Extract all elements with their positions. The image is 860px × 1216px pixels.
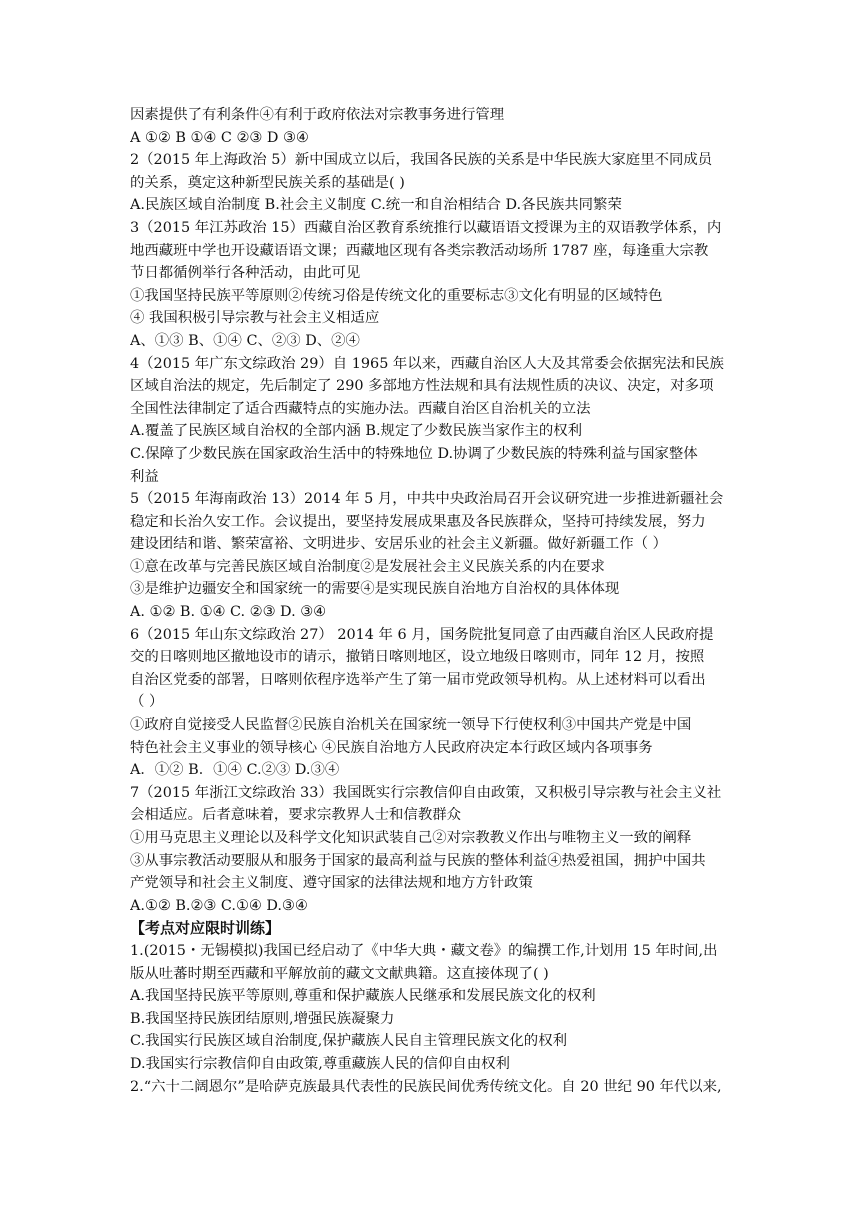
text-line: 版从吐蕃时期至西藏和平解放前的藏文文献典籍。这直接体现了( ) bbox=[130, 965, 549, 982]
text-line: A.民族区域自治制度 B.社会主义制度 C.统一和自治相结合 D.各民族共同繁荣 bbox=[130, 197, 622, 214]
text-line: 的关系，奠定这种新型民族关系的基础是( ) bbox=[130, 174, 405, 191]
text-line: 4（2015 年广东文综政治 29）自 1965 年以来，西藏自治区人大及其常委会依据宪法和民族 bbox=[130, 355, 724, 372]
text-line: 稳定和长治久安工作。会议提出，要坚持发展成果惠及各民族群众，坚持可持续发展，努力 bbox=[130, 513, 706, 530]
text-line: 7（2015 年浙江文综政治 33）我国既实行宗教信仰自由政策，又积极引导宗教与社会主义社 bbox=[130, 784, 722, 801]
text-line: 产党领导和社会主义制度、遵守国家的法律法规和地方方针政策 bbox=[130, 875, 533, 892]
text-line: A、①③ B、①④ C、②③ D、②④ bbox=[130, 332, 360, 349]
text-line: 区域自治法的规定，先后制定了 290 多部地方性法规和具有法规性质的决议、决定，对多项 bbox=[130, 378, 714, 395]
text-line: ①意在改革与完善民族区域自治制度②是发展社会主义民族关系的内在要求 bbox=[130, 558, 605, 575]
text-line: 6（2015 年山东文综政治 27） 2014 年 6 月，国务院批复同意了由西藏自治区人民政府提 bbox=[130, 626, 714, 643]
text-line: A.①② B.②③ C.①④ D.③④ bbox=[130, 897, 308, 914]
text-line: ④ 我国积极引导宗教与社会主义相适应 bbox=[130, 310, 380, 327]
text-line: A.我国坚持民族平等原则,尊重和保护藏族人民继承和发展民族文化的权利 bbox=[130, 988, 596, 1005]
text-line: 利益 bbox=[130, 468, 159, 485]
text-line: B.我国坚持民族团结原则,增强民族凝聚力 bbox=[130, 1010, 395, 1027]
text-line: A. ①② B. ①④ C. ②③ D. ③④ bbox=[130, 604, 327, 621]
text-line: ①政府自觉接受人民监督②民族自治机关在国家统一领导下行使权利③中国共产党是中国 bbox=[130, 717, 692, 734]
text-line: 全国性法律制定了适合西藏特点的实施办法。西藏自治区自治机关的立法 bbox=[130, 400, 591, 417]
text-line: C.我国实行民族区域自治制度,保护藏族人民自主管理民族文化的权利 bbox=[130, 1033, 567, 1050]
text-line: 特色社会主义事业的领导核心 ④民族自治地方人民政府决定本行政区域内各项事务 bbox=[130, 739, 653, 756]
text-line: C.保障了少数民族在国家政治生活中的特殊地位 D.协调了少数民族的特殊利益与国家整体 bbox=[130, 445, 698, 462]
document-body bbox=[130, 104, 740, 1098]
text-line: 自治区党委的部署，日喀则依程序选举产生了第一届市党政领导机构。从上述材料可以看出 bbox=[130, 671, 706, 688]
text-line: ③从事宗教活动要服从和服务于国家的最高利益与民族的整体利益④热爱祖国，拥护中国共 bbox=[130, 852, 706, 869]
text-line: D.我国实行宗教信仰自由政策,尊重藏族人民的信仰自由权利 bbox=[130, 1055, 510, 1072]
text-line: 节日都循例举行各种活动，由此可见 bbox=[130, 265, 361, 282]
text-line: 建设团结和谐、繁荣富裕、文明进步、安居乐业的社会主义新疆。做好新疆工作（ ） bbox=[130, 536, 668, 553]
text-line: 5（2015 年海南政治 13）2014 年 5 月，中共中央政治局召开会议研究进一步推进新疆社会 bbox=[130, 491, 724, 508]
text-line: A．①② B．①④ C.②③ D.③④ bbox=[130, 762, 340, 779]
text-line: 2（2015 年上海政治 5）新中国成立以后，我国各民族的关系是中华民族大家庭里不同成员 bbox=[130, 152, 713, 169]
text-line: ③是维护边疆安全和国家统一的需要④是实现民族自治地方自治权的具体体现 bbox=[130, 581, 620, 598]
section-heading: 【考点对应限时训练】 bbox=[130, 919, 281, 938]
text-line: A ①② B ①④ C ②③ D ③④ bbox=[130, 129, 309, 146]
text-line: 地西藏班中学也开设藏语语文课；西藏地区现有各类宗教活动场所 1787 座，每逢重大宗教 bbox=[130, 242, 709, 259]
text-line: 2.“六十二阔恩尔”是哈萨克族最具代表性的民族民间优秀传统文化。自 20 世纪 90 年代以来, bbox=[130, 1078, 722, 1095]
text-line: A.覆盖了民族区域自治权的全部内涵 B.规定了少数民族当家作主的权利 bbox=[130, 423, 583, 440]
text-line: ①我国坚持民族平等原则②传统习俗是传统文化的重要标志③文化有明显的区域特色 bbox=[130, 287, 663, 304]
text-line: 3（2015 年江苏政治 15）西藏自治区教育系统推行以藏语语文授课为主的双语教学体系，内 bbox=[130, 219, 722, 236]
text-line: （ ） bbox=[130, 694, 164, 711]
text-line: 会相适应。后者意味着，要求宗教界人士和信教群众 bbox=[130, 807, 461, 824]
text-line: ①用马克思主义理论以及科学文化知识武装自己②对宗教教义作出与唯物主义一致的阐释 bbox=[130, 830, 692, 846]
text-line: 1.(2015・无锡模拟)我国已经启动了《中华大典・藏文卷》的编撰工作,计划用 15 年时间,出 bbox=[130, 942, 718, 959]
text-line: 因素提供了有利条件④有利于政府依法对宗教事务进行管理 bbox=[130, 107, 505, 123]
text-line: 交的日喀则地区撤地设市的请示，撤销日喀则地区，设立地级日喀则市，同年 12 月，按照 bbox=[130, 649, 705, 666]
